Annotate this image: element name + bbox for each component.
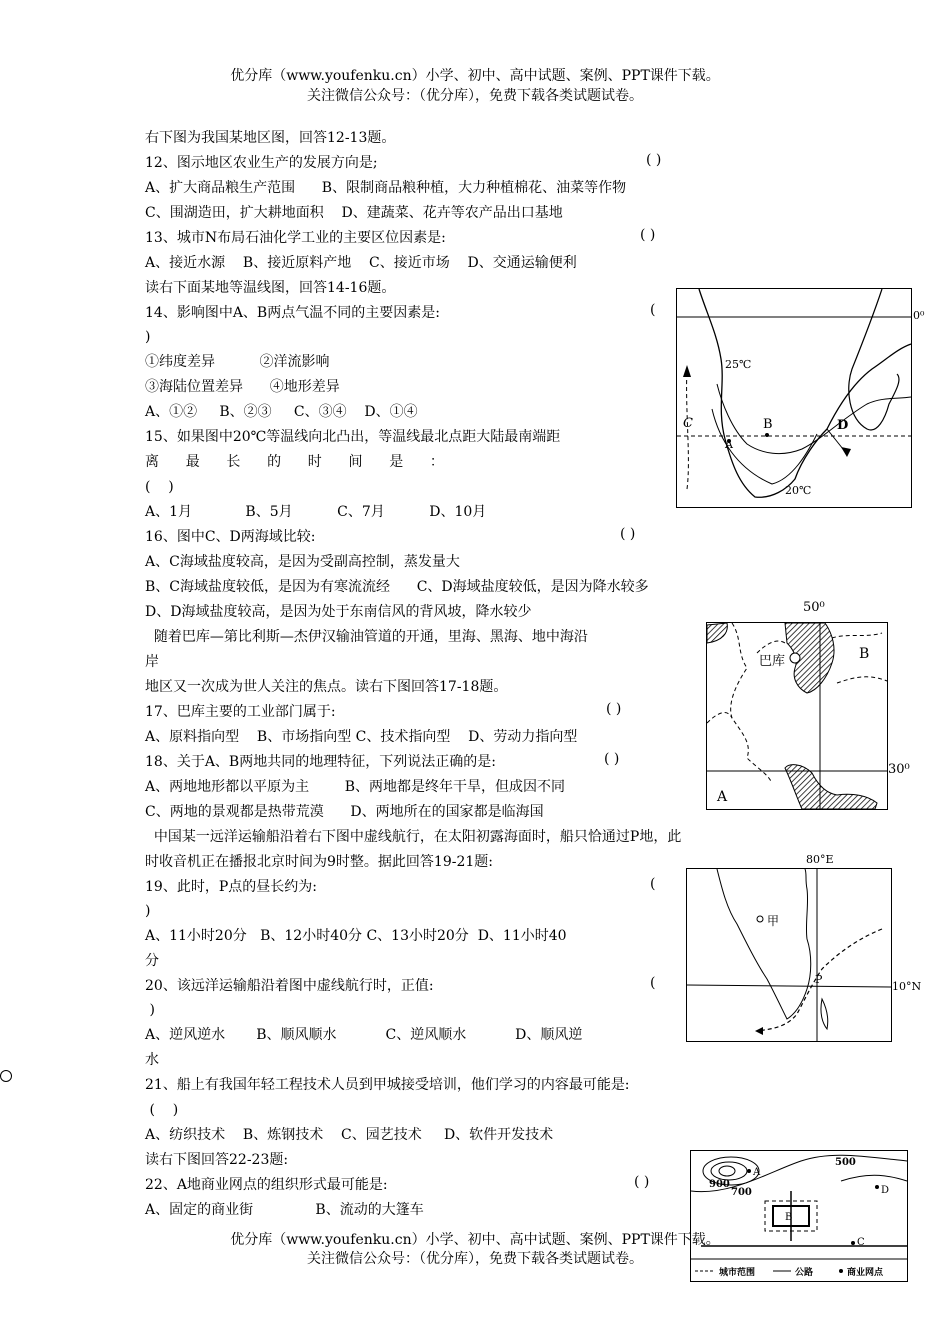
answer-paren: ( ) bbox=[634, 1174, 650, 1190]
label-baku: 巴库 bbox=[759, 654, 786, 669]
label-700: 700 bbox=[731, 1187, 752, 1198]
text-line: 读右下面某地等温线图，回答14-16题。 bbox=[145, 280, 396, 296]
header-line-2: 关注微信公众号：（优分库），免费下载各类试题试卷。 bbox=[307, 88, 643, 104]
text-line: 15、如果图中20℃等温线向北凸出，等温线最北点距大陆最南端距 bbox=[145, 429, 561, 445]
header-line-1: 优分库（www.youfenku.cn）小学、初中、高中试题、案例、PPT课件下载。 bbox=[230, 68, 720, 84]
text-line: 读右下图回答22-23题: bbox=[145, 1152, 289, 1168]
label-D: D bbox=[881, 1185, 890, 1196]
text-line: 岸 bbox=[145, 654, 159, 670]
label-D: D bbox=[837, 418, 849, 433]
label-B: B bbox=[763, 417, 773, 432]
text-line: 12、图示地区农业生产的发展方向是; bbox=[145, 155, 378, 171]
text-line: 中国某一远洋运输船沿着右下图中虚线航行，在太阳初露海面时，船只恰通过P地，此 bbox=[145, 829, 682, 845]
text-line: 水 bbox=[145, 1052, 159, 1068]
label-A: A bbox=[717, 789, 728, 805]
label-0deg: 0⁰ bbox=[913, 309, 925, 322]
text-line: 地区又一次成为世人关注的焦点。读右下图回答17-18题。 bbox=[145, 679, 508, 695]
text-line: A、11小时20分 B、12小时40分 C、13小时20分 D、11小时40 bbox=[145, 928, 567, 944]
label-20c: 20℃ bbox=[785, 484, 812, 497]
text-line: 离 最 长 的 时 间 是 ： bbox=[145, 454, 444, 470]
text-line: 19、此时，P点的昼长约为: bbox=[145, 879, 317, 895]
answer-paren: ( bbox=[650, 975, 656, 991]
text-line: ( ) bbox=[145, 1102, 179, 1118]
label-A: A bbox=[753, 1167, 761, 1178]
footer-line-2: 关注微信公众号：（优分库），免费下载各类试题试卷。 bbox=[307, 1251, 643, 1267]
label-25c: 25℃ bbox=[725, 358, 752, 371]
text-line: 时收音机正在播报北京时间为9时整。据此回答19-21题: bbox=[145, 854, 493, 870]
text-line: ③海陆位置差异 ④地形差异 bbox=[145, 379, 340, 395]
text-line: A、①② B、②③ C、③④ D、①④ bbox=[145, 404, 418, 420]
text-line: A、C海域盐度较高，是因为受副高控制，蒸发量大 bbox=[145, 554, 460, 570]
text-line: 22、A地商业网点的组织形式最可能是: bbox=[145, 1177, 388, 1193]
label-C: C bbox=[857, 1237, 865, 1248]
text-line: 16、图中C、D两海域比较: bbox=[145, 529, 316, 545]
label-80E: 80°E bbox=[806, 853, 834, 866]
text-line: 14、影响图中A、B两点气温不同的主要因素是: bbox=[145, 305, 440, 321]
label-500: 500 bbox=[835, 1157, 856, 1168]
answer-paren: ( bbox=[650, 876, 656, 892]
baku-map bbox=[706, 622, 888, 810]
text-line: ①纬度差异 ②洋流影响 bbox=[145, 354, 330, 370]
answer-paren: ( ) bbox=[620, 526, 636, 542]
text-line: C、两地的景观都是热带荒漠 D、两地所在的国家都是临海国 bbox=[145, 804, 544, 820]
text-line: A、逆风逆水 B、顺风顺水 C、逆风顺水 D、顺风逆 bbox=[145, 1027, 583, 1043]
text-line: A、原料指向型 B、市场指向型 C、技术指向型 D、劳动力指向型 bbox=[145, 729, 578, 745]
text-line: ( ) bbox=[145, 479, 174, 495]
label-900: 900 bbox=[709, 1179, 730, 1190]
text-line: ) bbox=[145, 329, 151, 345]
text-line: 随着巴库—第比利斯—杰伊汉输油管道的开通，里海、黑海、地中海沿 bbox=[145, 629, 588, 645]
label-30deg: 30⁰ bbox=[888, 762, 910, 777]
label-C: C bbox=[683, 416, 693, 431]
text-line: ) bbox=[145, 903, 151, 919]
answer-paren: ( bbox=[650, 302, 656, 318]
text-line: 17、巴库主要的工业部门属于: bbox=[145, 704, 336, 720]
text-line: A、扩大商品粮生产范围 B、限制商品粮种植，大力种植棉花、油菜等作物 bbox=[145, 180, 627, 196]
margin-circle bbox=[0, 1070, 12, 1082]
text-line: 分 bbox=[145, 953, 159, 969]
footer-line-1: 优分库（www.youfenku.cn）小学、初中、高中试题、案例、PPT课件下载。 bbox=[230, 1232, 720, 1248]
label-10N: 10°N bbox=[892, 980, 922, 993]
text-line: D、D海域盐度较高，是因为处于东南信风的背风坡，降水较少 bbox=[145, 604, 532, 620]
legend-city: 城市范围 bbox=[719, 1268, 756, 1278]
label-50deg: 50⁰ bbox=[803, 600, 825, 615]
text-line: A、纺织技术 B、炼钢技术 C、园艺技术 D、软件开发技术 bbox=[145, 1127, 554, 1143]
text-line: A、接近水源 B、接近原料产地 C、接近市场 D、交通运输便利 bbox=[145, 255, 577, 271]
label-B: B bbox=[785, 1212, 793, 1223]
text-line: B、C海域盐度较低，是因为有寒流流经 C、D海域盐度较低，是因为降水较多 bbox=[145, 579, 649, 595]
answer-paren: ( ) bbox=[640, 227, 656, 243]
india-route-map bbox=[686, 868, 892, 1042]
text-line: 13、城市N布局石油化学工业的主要区位因素是: bbox=[145, 230, 446, 246]
label-P: P bbox=[815, 973, 823, 986]
legend-road: 公路 bbox=[795, 1268, 814, 1278]
label-B: B bbox=[859, 646, 870, 662]
text-line: C、围湖造田，扩大耕地面积 D、建蔬菜、花卉等农产品出口基地 bbox=[145, 205, 563, 221]
text-line: ) bbox=[145, 1002, 155, 1018]
legend-shop: 商业网点 bbox=[847, 1268, 884, 1278]
text-line: A、1月 B、5月 C、7月 D、10月 bbox=[145, 504, 487, 520]
text-line: 18、关于A、B两地共同的地理特征，下列说法正确的是: bbox=[145, 754, 496, 770]
text-line: 21、船上有我国年轻工程技术人员到甲城接受培训，他们学习的内容最可能是: bbox=[145, 1077, 630, 1093]
label-A: A bbox=[725, 438, 733, 451]
label-jia: 甲 bbox=[767, 914, 780, 928]
answer-paren: ( ) bbox=[604, 751, 620, 767]
text-line: 右下图为我国某地区图，回答12-13题。 bbox=[145, 130, 396, 146]
text-line: A、两地地形都以平原为主 B、两地都是终年干旱，但成因不同 bbox=[145, 779, 565, 795]
isotherm-map bbox=[676, 288, 925, 508]
answer-paren: ( ) bbox=[646, 152, 662, 168]
answer-paren: ( ) bbox=[606, 701, 622, 717]
text-line: A、固定的商业街 B、流动的大篷车 bbox=[145, 1202, 424, 1218]
text-line: 20、该远洋运输船沿着图中虚线航行时，正值: bbox=[145, 978, 434, 994]
